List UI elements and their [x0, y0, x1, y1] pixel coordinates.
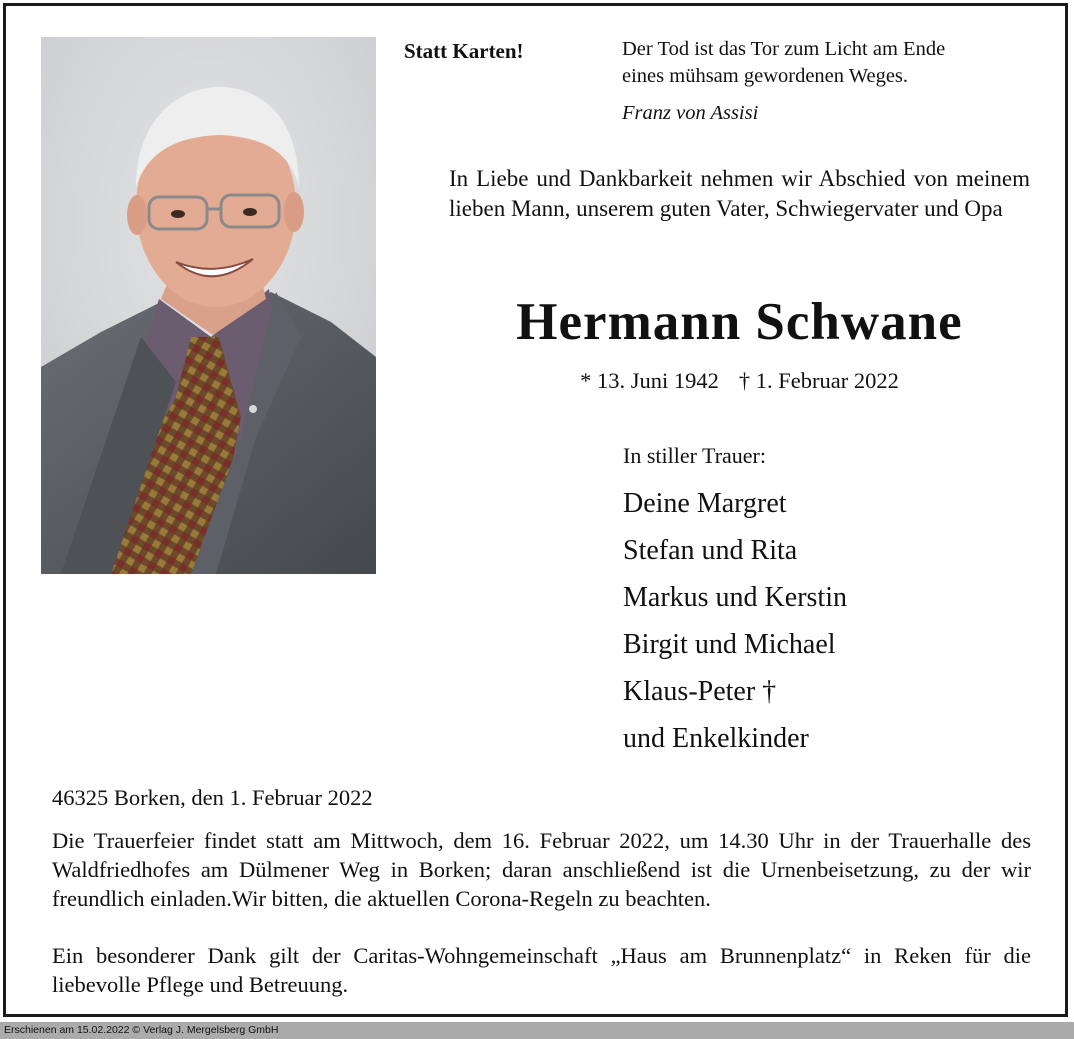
mourner-name: Stefan und Rita: [623, 535, 798, 566]
farewell-intro: In Liebe und Dankbarkeit nehmen wir Abschied von meinem lieben Mann, unserem guten Vater, Schwiegervater und Opa: [449, 166, 1030, 221]
death-date: † 1. Februar 2022: [738, 368, 899, 393]
mourners-list: [623, 480, 847, 762]
statt-karten-label: Statt Karten!: [404, 39, 524, 63]
birth-date: * 13. Juni 1942: [580, 368, 719, 393]
mourner-name: Klaus-Peter †: [623, 676, 777, 707]
portrait-photo: [41, 37, 376, 574]
quote-author: Franz von Assisi: [622, 102, 759, 124]
funeral-info-paragraph: Die Trauerfeier findet statt am Mittwoch, dem 16. Februar 2022, um 14.30 Uhr in der Trauerhalle des Waldfriedhofes am Dülmener Weg in Borken; daran anschließend ist die Urnenbeisetzung, zu der wir freundlich einladen.Wir bitten, die aktuellen Corona-Regeln zu beachten.: [52, 828, 1031, 911]
quote-line: Der Tod ist das Tor zum Licht am Ende: [622, 38, 946, 60]
mourner-name: Birgit und Michael: [623, 629, 836, 660]
mourner-name: und Enkelkinder: [623, 723, 809, 754]
mourner-name: Deine Margret: [623, 488, 787, 519]
deceased-name: Hermann Schwane: [516, 293, 963, 351]
thanks-paragraph: Ein besonderer Dank gilt der Caritas-Wohngemeinschaft „Haus am Brunnenplatz“ in Reken für die liebevolle Pflege und Betreuung.: [52, 943, 1031, 997]
obituary-notice: [3, 3, 1068, 1017]
publication-footer: Erschienen am 15.02.2022 © Verlag J. Mergelsberg GmbH: [0, 1022, 1074, 1039]
quote: [622, 36, 1062, 90]
mourner-name: Markus und Kerstin: [623, 582, 847, 613]
place-and-date: 46325 Borken, den 1. Februar 2022: [52, 785, 373, 810]
mourners-heading: In stiller Trauer:: [623, 443, 766, 468]
life-dates: [449, 368, 1030, 394]
quote-line: eines mühsam gewordenen Weges.: [622, 65, 909, 87]
